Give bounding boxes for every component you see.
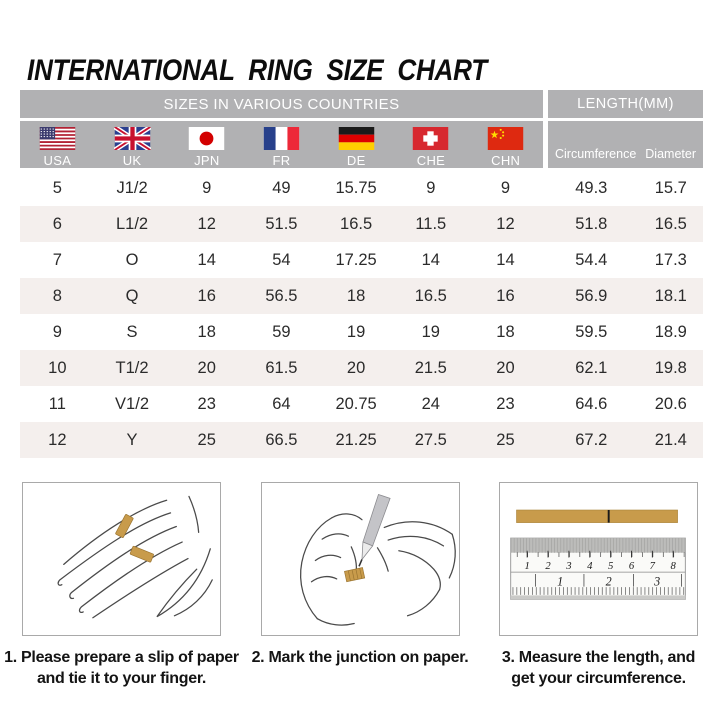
column-uk (95, 121, 170, 168)
table-body (20, 170, 703, 458)
column-label-diameter: Diameter (645, 147, 696, 161)
diameter-cell: 19.8 (654, 358, 687, 377)
size-cell: 5 (52, 178, 62, 197)
size-cell: 18 (346, 286, 366, 305)
svg-text:1: 1 (557, 574, 564, 589)
step-2-illustration-box (261, 482, 460, 636)
column-label-che: CHE (416, 153, 446, 168)
size-cell: S (126, 322, 138, 341)
marking-junction-illustration (262, 483, 459, 635)
size-cell: 20 (197, 358, 216, 377)
hand-with-paper-slip-illustration (23, 483, 220, 635)
table-row (20, 314, 703, 350)
size-cell: 14 (421, 250, 440, 269)
country-flag-row (20, 121, 703, 168)
svg-text:2: 2 (545, 560, 551, 573)
size-cell: 6 (52, 214, 62, 233)
size-cell: 64 (272, 394, 291, 413)
column-label-jpn: JPN (194, 153, 220, 168)
column-label-chn: CHN (491, 153, 521, 168)
size-cell: 19 (421, 322, 440, 341)
size-cell: 16.5 (414, 286, 447, 305)
table-row (20, 350, 703, 386)
svg-text:4: 4 (587, 560, 593, 573)
japan-flag-icon (188, 127, 225, 150)
table-row (20, 170, 703, 206)
table-row (20, 422, 703, 458)
diameter-cell: 17.3 (654, 250, 687, 269)
size-cell: 23 (496, 394, 515, 413)
step-3-caption: 3. Measure the length, and get your circumference. (501, 649, 696, 687)
svg-text:1: 1 (524, 560, 530, 573)
column-usa (20, 121, 95, 168)
step-2-caption: 2. Mark the junction on paper. (251, 649, 469, 666)
size-cell: T1/2 (115, 358, 149, 377)
size-cell: 10 (48, 358, 67, 377)
circumference-cell: 67.2 (575, 430, 608, 449)
size-cell: 56.5 (265, 286, 298, 305)
size-cell: 25 (496, 430, 515, 449)
size-cell: 20 (496, 358, 515, 377)
size-cell: Y (126, 430, 138, 449)
svg-text:6: 6 (628, 560, 635, 573)
instruction-step-1 (4, 482, 239, 690)
paper-slip (344, 568, 364, 582)
size-cell: 54 (272, 250, 291, 269)
svg-text:8: 8 (670, 560, 676, 573)
uk-flag-icon (114, 127, 151, 150)
size-cell: V1/2 (115, 394, 149, 413)
svg-text:2: 2 (605, 574, 612, 589)
size-cell: 17.25 (335, 250, 377, 269)
france-flag-icon (263, 127, 300, 150)
svg-text:7: 7 (649, 560, 656, 573)
size-cell: 15.75 (335, 178, 377, 197)
size-cell: 21.25 (335, 430, 377, 449)
instruction-step-3 (499, 482, 698, 690)
size-cell: 16.5 (340, 214, 373, 233)
size-cell: 16 (496, 286, 515, 305)
svg-text:3: 3 (654, 574, 661, 589)
measuring-instructions (4, 482, 698, 690)
ruler-icon (511, 538, 686, 599)
size-cell: 20.75 (335, 394, 377, 413)
table-row (20, 386, 703, 422)
size-cell: 9 (426, 178, 436, 197)
column-label-de: DE (346, 153, 366, 168)
paper-strip-and-ruler-illustration (500, 483, 697, 635)
step-1-caption: 1. Please prepare a slip of paper and tie it to your finger. (4, 649, 239, 687)
size-cell: 59 (272, 322, 291, 341)
germany-flag-icon (338, 127, 375, 150)
step-1-illustration-box (22, 482, 221, 636)
column-label-fr: FR (272, 153, 291, 168)
size-cell: 7 (52, 250, 62, 269)
size-cell: 19 (346, 322, 366, 341)
circumference-cell: 49.3 (575, 178, 608, 197)
header-sizes-in-various-countries: SIZES IN VARIOUS COUNTRIES (20, 90, 543, 118)
table-row (20, 278, 703, 314)
size-cell: 25 (197, 430, 216, 449)
column-che (394, 121, 469, 168)
china-flag-icon (487, 127, 524, 150)
column-fr (244, 121, 319, 168)
step-3-illustration-box (499, 482, 698, 636)
diameter-cell: 20.6 (654, 394, 687, 413)
size-cell: 66.5 (265, 430, 298, 449)
pen-icon (359, 494, 390, 566)
size-cell: 61.5 (265, 358, 298, 377)
size-cell: L1/2 (115, 214, 149, 233)
size-cell: 14 (496, 250, 515, 269)
size-cell: Q (125, 286, 139, 305)
circumference-cell: 64.6 (575, 394, 608, 413)
size-cell: J1/2 (116, 178, 148, 197)
table-row (20, 242, 703, 278)
circumference-cell: 56.9 (575, 286, 608, 305)
column-chn (468, 121, 543, 168)
diameter-cell: 15.7 (654, 178, 687, 197)
size-cell: 51.5 (265, 214, 298, 233)
size-cell: 49 (272, 178, 291, 197)
column-label-circumference: Circumference (555, 147, 637, 161)
size-cell: 18 (496, 322, 515, 341)
size-cell: 8 (52, 286, 62, 305)
diameter-cell: 18.1 (654, 286, 687, 305)
diameter-cell: 16.5 (654, 214, 687, 233)
circumference-cell: 62.1 (575, 358, 608, 377)
usa-flag-icon (39, 127, 76, 150)
size-cell: 23 (197, 394, 216, 413)
diameter-cell: 18.9 (654, 322, 687, 341)
size-cell: 9 (52, 322, 62, 341)
size-cell: 9 (500, 178, 511, 197)
size-cell: 12 (48, 430, 67, 449)
instruction-step-2 (251, 482, 469, 690)
svg-text:3: 3 (566, 560, 572, 573)
size-cell: 27.5 (414, 430, 447, 449)
table-header-group-row (20, 90, 703, 118)
table-row (20, 206, 703, 242)
circumference-cell: 54.4 (575, 250, 608, 269)
column-label-uk: UK (122, 153, 142, 168)
page-title: INTERNATIONAL RING SIZE CHART (27, 54, 487, 88)
paper-strip (516, 510, 677, 523)
size-cell: 9 (202, 178, 212, 197)
diameter-cell: 21.4 (654, 430, 687, 449)
header-length-mm: LENGTH(MM) (548, 90, 703, 118)
column-de (319, 121, 394, 168)
size-cell: 14 (197, 250, 216, 269)
length-columns (548, 121, 703, 168)
size-cell: O (125, 250, 139, 269)
ring-size-table (20, 90, 703, 458)
size-cell: 11.5 (415, 214, 447, 233)
svg-text:5: 5 (607, 560, 614, 573)
size-cell: 24 (421, 394, 440, 413)
size-cell: 20 (346, 358, 366, 377)
circumference-cell: 51.8 (575, 214, 608, 233)
size-cell: 21.5 (414, 358, 447, 377)
country-columns (20, 121, 543, 168)
size-cell: 16 (197, 286, 216, 305)
column-jpn (169, 121, 244, 168)
switzerland-flag-icon (412, 127, 449, 150)
size-cell: 11 (48, 394, 66, 413)
circumference-cell: 59.5 (575, 322, 608, 341)
size-cell: 18 (197, 322, 216, 341)
column-label-usa: USA (43, 153, 72, 168)
size-cell: 12 (496, 214, 515, 233)
size-cell: 12 (197, 214, 216, 233)
